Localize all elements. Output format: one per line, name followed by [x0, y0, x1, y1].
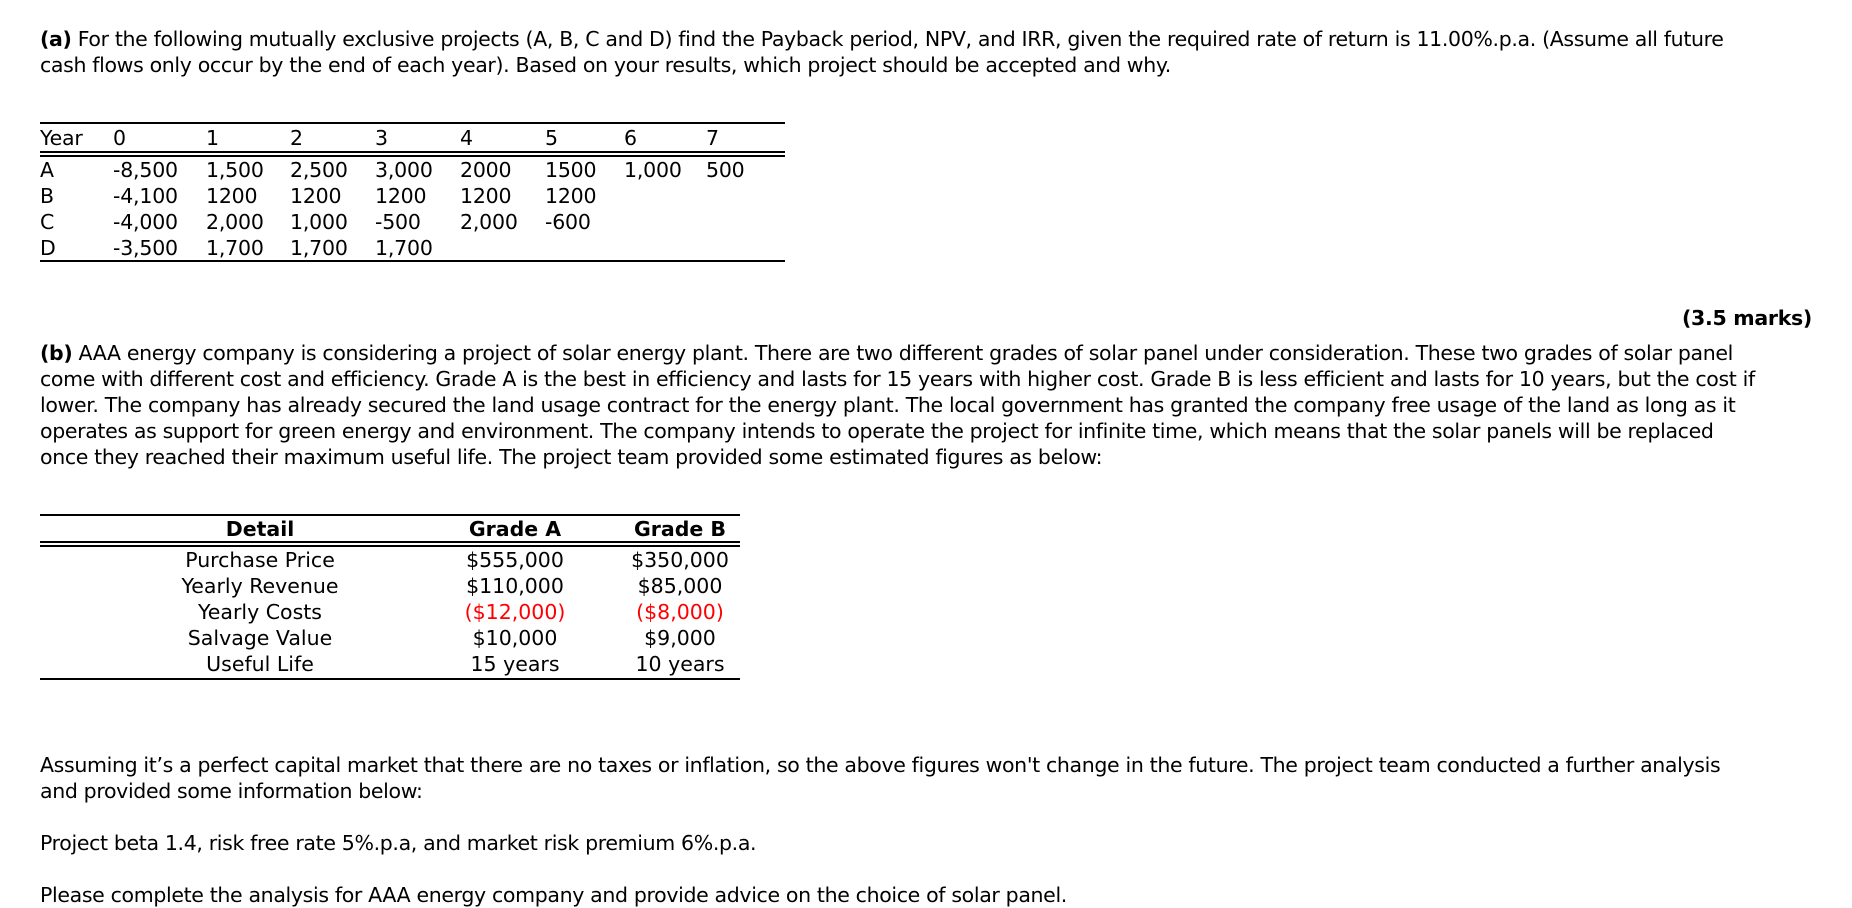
header-grade-a: Grade A: [468, 517, 562, 541]
cell: 1500: [545, 158, 597, 182]
part-b-question: [40, 340, 1755, 470]
grade-a-useful-life: 15 years: [470, 652, 560, 676]
header-grade-b: Grade B: [633, 517, 727, 541]
grade-a-yearly-revenue: $110,000: [466, 574, 564, 598]
instruction: Please complete the analysis for AAA energy company and provide advice on the choice of solar panel.: [40, 883, 1067, 907]
grade-b-salvage-value: $9,000: [644, 626, 716, 650]
part-a-label: (a): [40, 27, 72, 51]
table-rule-double: [40, 545, 740, 547]
part-a-line-1: [40, 26, 1724, 52]
header-year-4: 4: [460, 126, 473, 150]
cell: 1,700: [375, 236, 433, 260]
grade-a-salvage-value: $10,000: [472, 626, 558, 650]
header-year-5: 5: [545, 126, 558, 150]
cell: 2,500: [290, 158, 348, 182]
detail-purchase-price: Purchase Price: [185, 548, 335, 572]
cell: 2000: [460, 158, 512, 182]
table-rule-double: [40, 155, 785, 157]
cell: 500: [706, 158, 745, 182]
header-year-7: 7: [706, 126, 719, 150]
header-year: Year: [40, 126, 83, 150]
cell: -4,000: [113, 210, 178, 234]
cell: -500: [375, 210, 421, 234]
cell: -8,500: [113, 158, 178, 182]
cell: 2,000: [206, 210, 264, 234]
row-label-b: B: [40, 184, 54, 208]
marks-label: (3.5 marks): [1681, 306, 1812, 330]
table-rule-top: [40, 514, 740, 516]
table-rule-double: [40, 151, 785, 153]
part-a-line-2: cash flows only occur by the end of each year). Based on your results, which project should be accepted and why.: [40, 53, 1171, 77]
header-detail: Detail: [225, 517, 295, 541]
part-b-label: (b): [40, 341, 73, 365]
part-a-question: [40, 26, 1724, 78]
table-rule-bottom: [40, 260, 785, 262]
cell: 1200: [460, 184, 512, 208]
cell: 2,000: [460, 210, 518, 234]
grade-b-purchase-price: $350,000: [631, 548, 729, 572]
grade-b-useful-life: 10 years: [635, 652, 725, 676]
cell: 1200: [290, 184, 342, 208]
table-rule-bottom: [40, 678, 740, 680]
cell: 1,000: [624, 158, 682, 182]
table-rule-double: [40, 541, 740, 543]
detail-yearly-costs: Yearly Costs: [197, 600, 322, 624]
part-b-line-4: operates as support for green energy and environment. The company intends to operate the project for infinite time, which means that the solar panels will be replaced: [40, 419, 1714, 443]
row-label-c: C: [40, 210, 55, 234]
detail-useful-life: Useful Life: [206, 652, 314, 676]
part-a-text: For the following mutually exclusive projects (A, B, C and D) find the Payback period, NPV, and IRR, given the required rate of return is 11.00%.p.a. (Assume all future: [71, 27, 1724, 51]
assumptions-line-2: and provided some information below:: [40, 779, 423, 803]
cell: 1200: [545, 184, 597, 208]
header-year-2: 2: [290, 126, 303, 150]
header-year-6: 6: [624, 126, 637, 150]
cell: 1,000: [290, 210, 348, 234]
grade-b-yearly-costs: ($8,000): [636, 600, 724, 624]
cell: -600: [545, 210, 591, 234]
part-b-line-2: come with different cost and efficiency. Grade A is the best in efficiency and lasts for 15 years with higher cost. Grade B is less efficient and lasts for 10 years, but the cost if: [40, 367, 1755, 391]
capm-info: Project beta 1.4, risk free rate 5%.p.a, and market risk premium 6%.p.a.: [40, 831, 757, 855]
part-b-text: AAA energy company is considering a project of solar energy plant. There are two different grades of solar panel under consideration. These two grades of solar panel: [72, 341, 1733, 365]
part-b-line-1: [40, 340, 1755, 366]
header-year-1: 1: [206, 126, 219, 150]
assumptions-line-1: Assuming it’s a perfect capital market that there are no taxes or inflation, so the above figures won't change in the future. The project team conducted a further analysis: [40, 753, 1721, 777]
grade-a-yearly-costs: ($12,000): [464, 600, 566, 624]
cell: 1,700: [206, 236, 264, 260]
cell: 1200: [375, 184, 427, 208]
detail-salvage-value: Salvage Value: [187, 626, 333, 650]
grade-a-purchase-price: $555,000: [466, 548, 564, 572]
assumptions-paragraph: [40, 752, 1720, 804]
part-b-line-5: once they reached their maximum useful life. The project team provided some estimated figures as below:: [40, 445, 1103, 469]
table-rule-top: [40, 122, 785, 124]
cell: -4,100: [113, 184, 178, 208]
header-year-3: 3: [375, 126, 388, 150]
cell: -3,500: [113, 236, 178, 260]
row-label-d: D: [40, 236, 56, 260]
part-b-line-3: lower. The company has already secured the land usage contract for the energy plant. The local government has granted the company free usage of the land as long as it: [40, 393, 1736, 417]
cell: 1,700: [290, 236, 348, 260]
cell: 1200: [206, 184, 258, 208]
cell: 1,500: [206, 158, 264, 182]
grade-b-yearly-revenue: $85,000: [637, 574, 723, 598]
detail-yearly-revenue: Yearly Revenue: [181, 574, 339, 598]
header-year-0: 0: [113, 126, 126, 150]
row-label-a: A: [40, 158, 54, 182]
cell: 3,000: [375, 158, 433, 182]
